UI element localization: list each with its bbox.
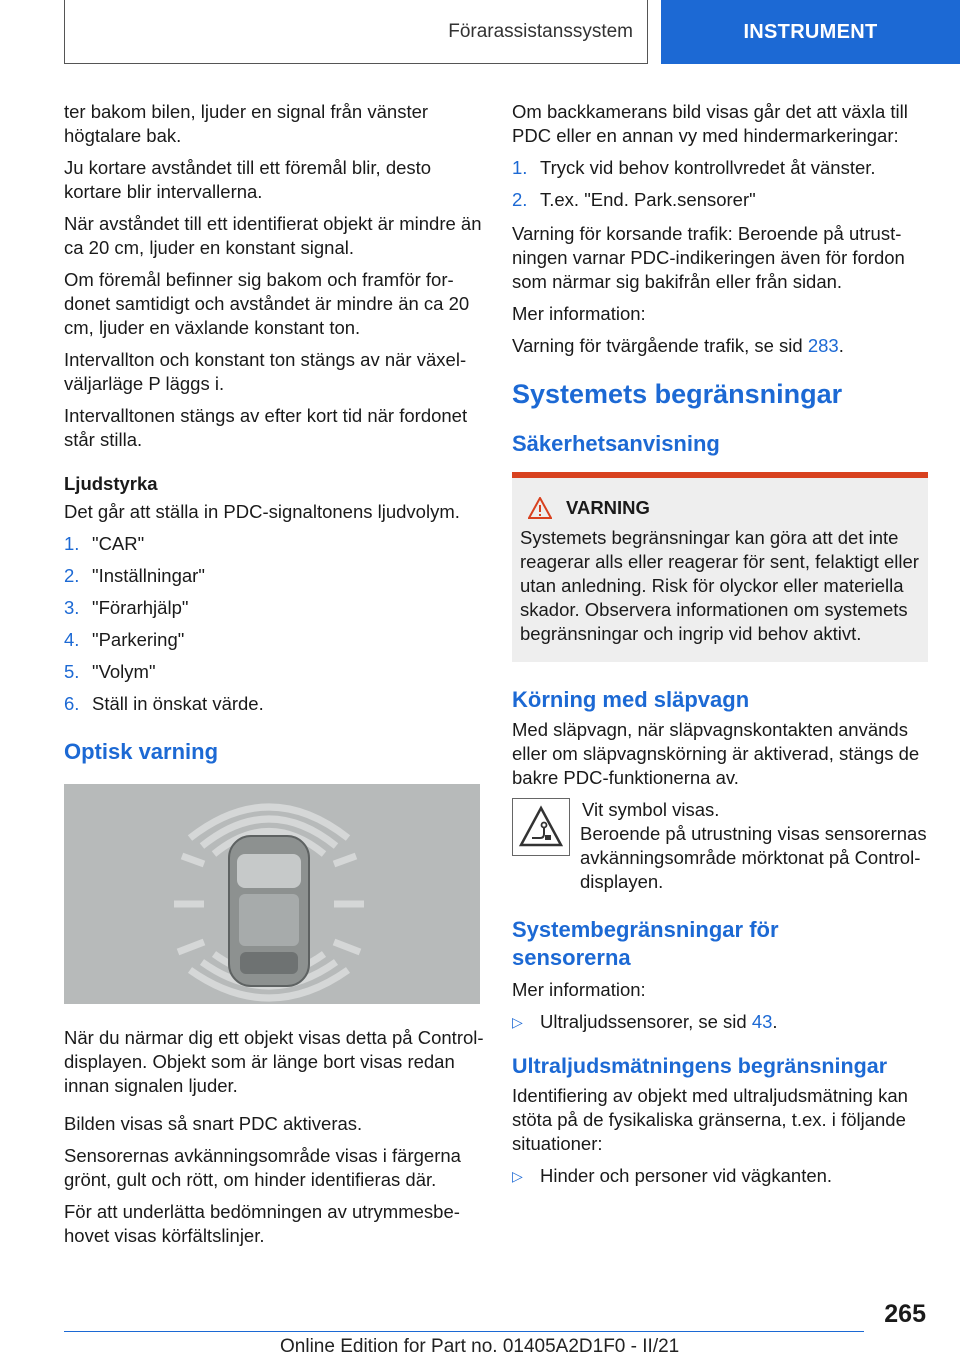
triangle-bullet-icon: ▷ [512,1168,523,1184]
warning-text: Systemets begränsningar kan göra att det inte reagerar alls eller reagerar för sent, felaktigt eller utan anledning. Risk för olyckor eller materiella skador. Observera informationen om systemets begränsningar och ingrip vid behov aktivt. [520,527,919,644]
header-chapter [661,0,960,64]
step-text: T.ex. "End. Park.sensorer" [540,189,756,210]
volume-steps [64,532,484,716]
paragraph: Varning för korsande trafik: Beroende på utrustningen varnar PDC-indikeringen även för fordon som närmar sig bakifrån eller från sidan. [512,223,905,292]
step-text: "CAR" [92,533,145,554]
paragraph: Om föremål befinner sig bakom och framför fordonet samtidigt och avståndet är mindre än ca 20 cm, ljuder en växlande konstant ton. [64,269,470,338]
pdc-car-illustration [64,784,480,1004]
ultrasonic-list [512,1164,928,1188]
step-number: 6. [64,693,80,714]
step-text: Ställ in önskat värde. [92,693,264,714]
view-steps [512,156,928,212]
paragraph: När avståndet till ett identifierat objekt är mindre än ca 20 cm, ljuder en konstant signal. [64,213,482,258]
paragraph: Om backkamerans bild visas går det att växla till PDC eller en annan vy med hindermarkeringar: [512,101,908,146]
step-text: Tryck vid behov kontrollvredet åt vänster. [540,157,876,178]
step-number: 3. [64,597,80,618]
cross-ref [512,334,928,358]
ultrasonic-heading: Ultraljudsmätningens begränsningar [512,1054,888,1078]
page-number: 265 [884,1300,926,1328]
list-item [64,532,484,556]
step-number: 1. [64,533,80,554]
warning-header [528,496,920,520]
list-item [512,1164,928,1188]
limits-heading: Systemets begränsningar [512,379,843,409]
paragraph: Intervallton och konstant ton stängs av när växelväljarläge P läggs i. [64,349,467,394]
step-text: "Parkering" [92,629,185,650]
list-item [64,628,484,652]
step-text: "Inställningar" [92,565,205,586]
paragraph: För att underlätta bedömningen av utrymmesbehovet visas körfältslinjer. [64,1201,460,1246]
page-link[interactable]: 283 [807,335,839,356]
header-section [64,0,648,64]
paragraph: Identifiering av objekt med ultraljudsmätning kan stöta på de fysikaliska gränserna, t.ex. i följande situationer: [512,1085,908,1154]
car-sensor-image [64,784,480,1004]
paragraph: När du närmar dig ett objekt visas detta på Control-displayen. Objekt som är länge bort visas redan innan signalen ljuder. [64,1027,484,1096]
step-number: 4. [64,629,80,650]
paragraph: Med släpvagn, när släpvagnskontakten används eller om släpvagnskörning är aktiverad, stängs de bakre PDC-funktionerna av. [512,719,920,788]
triangle-bullet-icon: ▷ [512,1014,523,1030]
list-item [64,596,484,620]
volume-intro: Det går att ställa in PDC-signaltonens ljudvolym. [64,501,460,522]
list-item [512,188,928,212]
list-item [512,1010,928,1034]
paragraph: Vit symbol visas. [582,799,720,820]
ref-text: Ultraljudssensorer, se sid [540,1011,752,1032]
heading-line: sensorerna [512,945,631,970]
paragraph [512,822,928,894]
section-title: Förarassistanssystem [448,20,633,42]
warning-triangle-icon [528,497,552,519]
step-text: "Volym" [92,661,156,682]
list-item [64,660,484,684]
step-number: 1. [512,157,528,178]
safety-heading: Säkerhetsanvisning [512,431,720,456]
edition-text: Online Edition for Part no. 01405A2D1F0 - II/21 [280,1336,680,1357]
step-text: "Förarhjälp" [92,597,189,618]
symbol-description: Beroende på utrustning visas sensorernas avkänningsområde mörktonat på Control-displayen. [580,823,927,892]
volume-heading: Ljudstyrka [64,473,158,494]
list-item [64,564,484,588]
paragraph: Ju kortare avståndet till ett föremål blir, desto kortare blir intervallerna. [64,157,432,202]
paragraph: ter bakom bilen, ljuder en signal från vänster högtalare bak. [64,101,429,146]
left-column [64,100,484,1256]
footer-divider [64,1331,864,1332]
ref-end: . [772,1011,778,1032]
paragraph: Mer information: [512,303,646,324]
heading-line: Systembegränsningar för [512,917,779,942]
step-number: 2. [512,189,528,210]
trailer-heading: Körning med släpvagn [512,687,750,712]
warning-box [512,472,928,662]
paragraph: Sensorernas avkänningsområde visas i färgerna grönt, gult och rött, om hinder identifieras där. [64,1145,461,1190]
right-column [512,100,928,1202]
step-number: 5. [64,661,80,682]
trailer-warning-icon [512,798,570,856]
ref-text: Varning för tvärgående trafik, se sid [512,335,808,356]
sensor-ref-list [512,1010,928,1034]
optical-warning-heading: Optisk varning [64,739,219,764]
chapter-title: INSTRUMENT [743,20,878,43]
step-number: 2. [64,565,80,586]
paragraph: Mer information: [512,979,646,1000]
sensor-limits-heading [512,916,928,972]
paragraph: Bilden visas så snart PDC aktiveras. [64,1113,363,1134]
list-item [512,156,928,180]
warning-title: VARNING [566,497,650,518]
paragraph: Intervalltonen stängs av efter kort tid när fordonet står stilla. [64,405,468,450]
ref-end: . [838,335,844,356]
list-text: Hinder och personer vid vägkanten. [540,1165,833,1186]
page-link[interactable]: 43 [751,1011,773,1032]
list-item [64,692,484,716]
